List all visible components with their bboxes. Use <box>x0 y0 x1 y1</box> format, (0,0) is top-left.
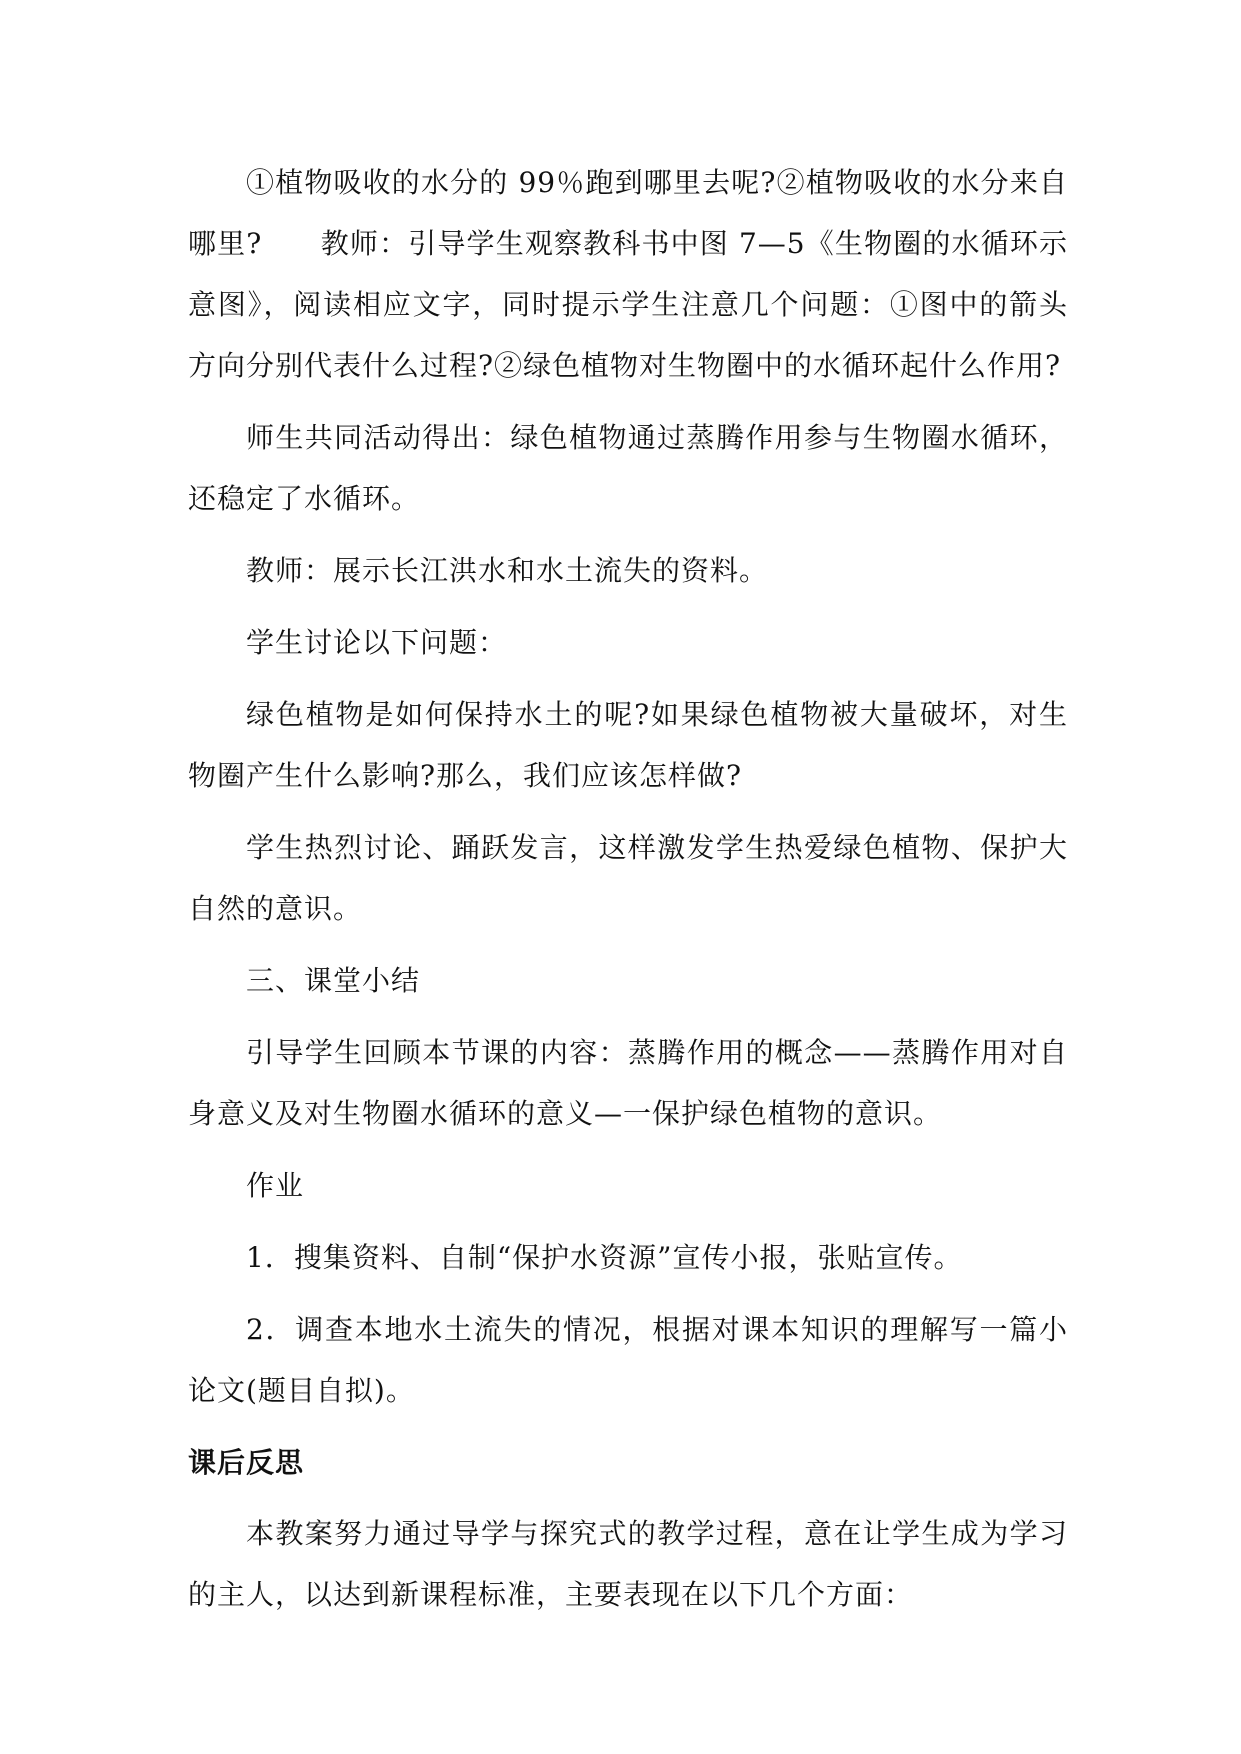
section-heading-homework: 作业 <box>246 1169 305 1202</box>
reflection-heading: 课后反思 <box>188 1446 305 1479</box>
paragraph-discussion-intro: 学生讨论以下问题： <box>246 626 508 659</box>
paragraph-student-response: 学生热烈讨论、踊跃发言，这样激发学生热爱绿色植物、保护大自然的意识。 <box>188 831 1068 925</box>
section-heading-summary: 三、课堂小结 <box>246 964 421 997</box>
document-body <box>188 152 1068 1636</box>
paragraph-discussion-questions: 绿色植物是如何保持水土的呢?如果绿色植物被大量破坏，对生物圈产生什么影响?那么，我们应该怎样做? <box>188 698 1068 792</box>
paragraph-summary: 引导学生回顾本节课的内容：蒸腾作用的概念——蒸腾作用对自身意义及对生物圈水循环的意义—一保护绿色植物的意识。 <box>188 1036 1068 1130</box>
paragraph-reflection: 本教案努力通过导学与探究式的教学过程，意在让学生成为学习的主人，以达到新课程标准，主要表现在以下几个方面： <box>188 1517 1068 1611</box>
paragraph-teacher-materials: 教师：展示长江洪水和水土流失的资料。 <box>246 554 769 587</box>
homework-item-2: 2．调查本地水土流失的情况，根据对课本知识的理解写一篇小论文(题目自拟)。 <box>188 1313 1068 1407</box>
paragraph-questions: ①植物吸收的水分的 99％跑到哪里去呢?②植物吸收的水分来自哪里? 教师：引导学生观察教科书中图 7—5《生物圈的水循环示意图》，阅读相应文字，同时提示学生注意几个问题：①图中的箭头方向分别代表什么过程?②绿色植物对生物圈中的水循环起什么作用? <box>188 166 1068 382</box>
paragraph-conclusion: 师生共同活动得出：绿色植物通过蒸腾作用参与生物圈水循环，还稳定了水循环。 <box>188 421 1068 515</box>
homework-item-1: 1．搜集资料、自制“保护水资源”宣传小报，张贴宣传。 <box>246 1241 963 1274</box>
